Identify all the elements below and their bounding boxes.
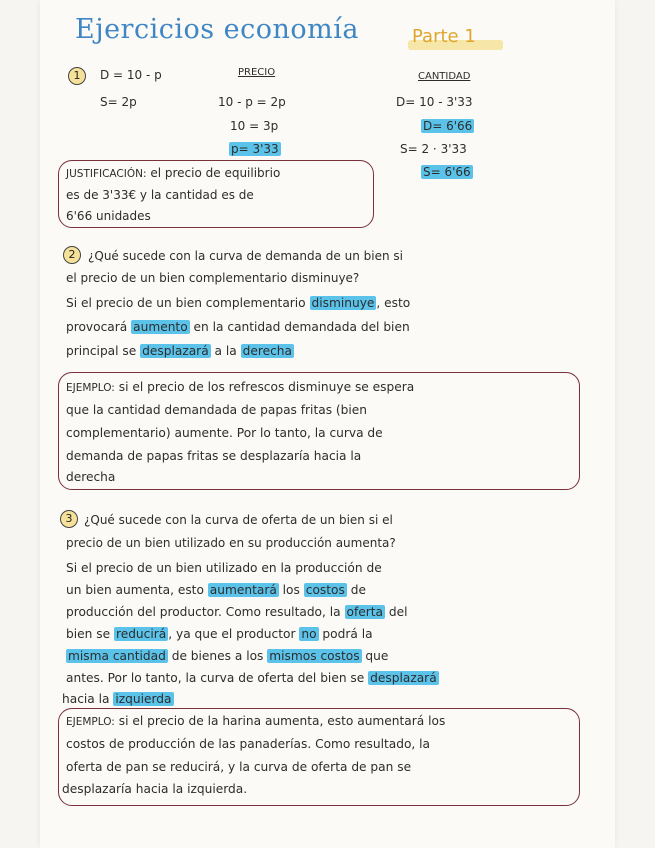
ex3-answer-line-6 [66,671,439,685]
precio-step-1: 10 - p = 2p [218,95,286,109]
ex2-answer-text: principal se [66,344,141,358]
ex3-answer-text: de bienes a los [167,649,268,663]
justification-line-2: es de 3'33€ y la cantidad es de [66,188,254,202]
ex3-answer-text: bien se [66,627,114,641]
ex2-highlight-desplazara: desplazará [142,344,209,358]
ex2-question-line-2: el precio de un bien complementario disminuye? [66,271,360,285]
ex2-answer-text: a la [210,344,241,358]
ex2-highlight-aumento: aumento [133,320,188,334]
ex2-answer-text: , esto [376,296,411,310]
ex3-answer-line-7 [62,692,174,706]
ex3-example-line-3: oferta de pan se reducirá, y la curva de oferta de pan se [66,760,412,774]
ex3-answer-line-3 [66,605,408,619]
ex2-highlight-derecha: derecha [242,344,292,358]
part-label: Parte 1 [412,26,476,47]
ex3-example-line-4: desplazaría hacia la izquierda. [62,782,248,796]
ex2-example-line-1 [66,380,414,394]
ex3-question-line-1: ¿Qué sucede con la curva de oferta de un bien si el [84,513,393,527]
ex3-answer-text: , ya que el productor [168,627,300,641]
ex3-highlight-no: no [301,627,317,641]
ex3-highlight-costos: costos [305,583,345,597]
ex2-highlight-disminuye: disminuye [311,296,375,310]
ex2-example-line-2: que la cantidad demandada de papas fritas (bien [66,403,368,417]
ex3-example-label: EJEMPLO: [66,716,115,728]
ex3-highlight-reducira: reducirá [115,627,167,641]
ex3-example-text: si el precio de la harina aumenta, esto aumentará los [118,714,446,728]
demand-equation: D = 10 - p [100,68,162,82]
ex3-answer-text: podrá la [318,627,373,641]
cantidad-demand: D= 10 - 3'33 [396,95,473,109]
ex3-answer-text: de [346,583,366,597]
precio-result: p= 3'33 [231,142,279,156]
ex2-example-label: EJEMPLO: [66,382,115,394]
ex3-question-line-2: precio de un bien utilizado en su producción aumenta? [66,536,396,550]
ex2-answer-line-3 [66,344,294,358]
ex3-example-line-1 [66,714,445,728]
exercise-3-number: 3 [60,510,78,528]
ex3-answer-text: hacia la [62,692,114,706]
ex3-answer-line-1: Si el precio de un bien utilizado en la producción de [66,561,382,575]
page-title: Ejercicios economía [75,14,360,45]
ex3-highlight-oferta: oferta [346,605,384,619]
cantidad-demand-result: D= 6'66 [423,119,473,133]
ex2-answer-text: en la cantidad demandada del bien [189,320,410,334]
ex3-answer-text: del [385,605,408,619]
ex3-highlight-aumentara: aumentará [209,583,277,597]
ex3-answer-line-5 [66,649,388,663]
ex3-example-line-2: costos de producción de las panaderías. Como resultado, la [66,737,431,751]
justification-label: JUSTIFICACIÓN: [66,168,147,180]
ex3-answer-line-4 [66,627,373,641]
exercise-2-number: 2 [63,246,81,264]
supply-equation: S= 2p [100,95,137,109]
cantidad-supply-result: S= 6'66 [423,165,471,179]
ex3-highlight-izquierda: izquierda [115,692,172,706]
ex3-highlight-misma-cantidad: misma cantidad [68,649,166,663]
ex2-answer-text: Si el precio de un bien complementario [66,296,310,310]
ex3-answer-text: producción del productor. Como resultado, la [66,605,345,619]
ex2-answer-line-1 [66,296,410,310]
justification-text-1: el precio de equilibrio [150,166,281,180]
ex2-example-line-4: demanda de papas fritas se desplazaría hacia la [66,449,362,463]
ex3-answer-text: un bien aumenta, esto [66,583,208,597]
precio-step-2: 10 = 3p [230,119,279,133]
ex3-answer-text: que [361,649,389,663]
exercise-1-number: 1 [68,67,86,85]
ex3-answer-text: los [278,583,304,597]
ex2-example-text: si el precio de los refrescos disminuye se espera [118,380,415,394]
ex3-answer-text: antes. Por lo tanto, la curva de oferta del bien se [66,671,369,685]
ex2-answer-text: provocará [66,320,132,334]
ex3-highlight-desplazara: desplazará [370,671,437,685]
ex3-highlight-mismos-costos: mismos costos [269,649,360,663]
cantidad-header: CANTIDAD [418,71,471,82]
ex2-example-line-5: derecha [66,470,116,484]
cantidad-supply: S= 2 · 3'33 [400,142,467,156]
ex2-answer-line-2 [66,320,410,334]
justification-line-1 [66,166,280,181]
ex2-example-line-3: complementario) aumente. Por lo tanto, la curva de [66,426,383,440]
ex2-question-line-1: ¿Qué sucede con la curva de demanda de un bien si [88,249,403,263]
justification-line-3: 6'66 unidades [66,209,151,223]
ex3-answer-line-2 [66,583,366,597]
precio-header: PRECIO [238,67,276,78]
